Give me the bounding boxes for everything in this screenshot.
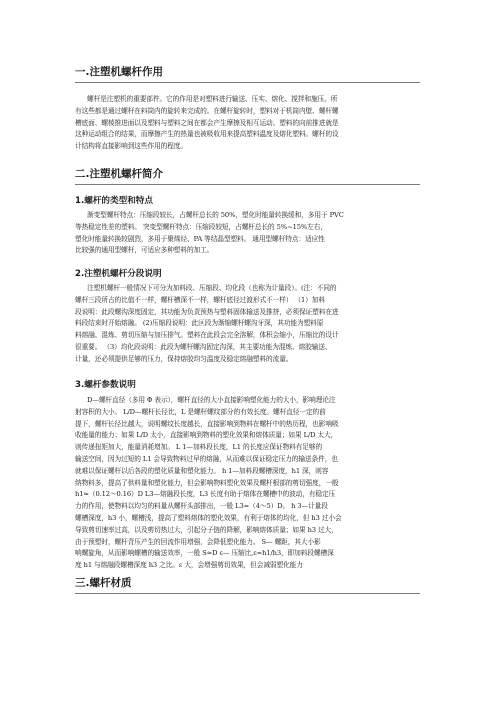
text-line: 力的作用，使物料以均匀的料量从螺杆头部排出，一般 L3=（4～5）D。 h 3—计量段 — [75, 502, 328, 511]
text-line: 很重要。 （3）均化段说明：此段为螺杆螺沟固定沟深，其主要功能为混炼、熔胶输送、 — [75, 342, 332, 351]
text-line: 这种运动组合的结果，而摩擦产生的热量也被吸收用来提高塑料温度及熔化塑料。螺杆的设 — [75, 130, 339, 139]
text-line: 由于预塑时，螺杆背压产生的回流作用增强，会降低塑化能力。 S— 螺距，其大小影 — [75, 537, 321, 546]
text-line: D—螺杆直径（多用 Φ 表示），螺杆直径的大小直接影响塑化能力的大小，影响理论注 — [87, 396, 336, 404]
text-line: 输送空间，因为过短的 L1 会导致物料过早的熔融，从而难以保证稳定压力的输送条件，也 — [75, 454, 338, 463]
text-line: 注塑机螺杆一般情况下可分为加料段、压缩段、均化段（也称为计量段）。(注：不同的 — [87, 284, 337, 292]
text-line: 则传递扭矩加大，能量消耗增加。 L 1—加料段长度，L1 的长度应保证物料有足够的 — [75, 443, 323, 452]
text-line: 纳物料多，提高了供料量和塑化能力，但会影响物料塑化效果及螺杆根部的剪切强度，一般 — [75, 478, 339, 487]
text-line: 螺杆三段所占的比值不一样，螺杆槽深不一样，螺杆底径过渡形式不一样） （1）加料 — [75, 295, 325, 304]
section-title-2: 二.注塑机螺杆简介 — [75, 168, 163, 180]
screw-types-paragraph — [75, 210, 420, 257]
section-divider-3 — [75, 593, 420, 594]
screw-sections-paragraph — [75, 283, 420, 366]
text-line: 螺槽深度，h3 小，螺槽浅，提高了塑料熔体的塑化效果，有利于熔体的均化，但 h3 过小会 — [75, 513, 342, 522]
text-line: 提下，螺杆长径比越大，说明螺纹长度越长，直接影响到物料在螺杆中的热历程，也影响吸 — [75, 419, 339, 428]
section-title-1: 一.注塑机螺杆作用 — [75, 66, 163, 78]
text-line: 段说明：此段螺沟深度固定，其功能为负责预热与塑料固体输送及推挤，必须保证塑料在进 — [75, 307, 339, 316]
text-line: 就难以保证螺杆以后各段的塑化质量和塑化能力。 h 1—加料段螺槽深度，h1 深，则容 — [75, 466, 329, 475]
section-title-3: 三.螺杆材质 — [75, 577, 132, 589]
text-line: 等热稳定性差的塑料。 突变型螺杆特点：压缩段较短，占螺杆总长的 5%~15%左右， — [75, 222, 327, 231]
screw-parameters-paragraph — [75, 395, 420, 572]
text-line: 导致剪切速率过高，以及剪切热过大，引起分子链的降解，影响熔体质量；如果 h3 过大， — [75, 525, 338, 534]
subsection-title-2: 2.注塑机螺杆分段说明 — [75, 269, 162, 279]
text-line: 螺杆是注塑机的重要部件。它的作用是对塑料进行输送、压实、熔化、搅拌和施压。所 — [87, 95, 338, 103]
section-divider-2 — [75, 184, 420, 185]
text-line: 比较强的通用型螺杆，可适应多种塑料的加工。 — [75, 246, 214, 255]
text-line: 射容积的大小。 L/D—螺杆长径比，L 是螺杆螺纹部分的有效长度。螺杆直径一定的前 — [75, 407, 326, 416]
text-line: 料段结束时开始熔融。 (2)压缩段说明：此区段为渐缩螺杆螺沟牙深，其功能为塑料原 — [75, 319, 324, 328]
text-line: 塑化时能量转换较剧烈，多用于聚烯烃、PA 等结晶型塑料。 通用型螺杆特点：适应性 — [75, 234, 325, 243]
text-line: 料熔融、混炼、剪切压缩与加压排气。塑料在此段会完全溶解，体积会缩小，压缩比的设计 — [75, 331, 339, 340]
intro-paragraph — [75, 94, 420, 153]
subsection-title-1: 1.螺杆的类型和特点 — [75, 196, 153, 206]
section-divider-1 — [75, 82, 420, 83]
text-line: 度 h1 与熔融段螺槽深度 h3 之比。ε 大，会增强剪切效果，但会减弱塑化能力 — [75, 561, 303, 570]
text-line: 计量，还必须提供足够的压力，保持熔胶均匀温度及稳定熔融塑料的流量。 — [75, 354, 293, 363]
subsection-title-3: 3.螺杆参数说明 — [75, 380, 136, 390]
text-line: 有这些都是通过螺杆在料筒内的旋转来完成的。在螺杆旋转时，塑料对于机筒内壁、螺杆螺 — [75, 106, 339, 115]
text-line: h1≈（0.12～0.16）D L3—熔融段长度，L3 长度有助于熔体在螺槽中的波动，有稳定压 — [75, 490, 336, 499]
text-line: 计结构将直接影响到这些作用的程度。 — [75, 142, 187, 151]
text-line: 响螺旋角，从而影响螺槽的输送效率，一般 S≈D ε— 压缩比,ε=h1/h3，即加料段螺槽深 — [75, 549, 334, 558]
text-line: 渐变型螺杆特点：压缩段较长，占螺杆总长的 50%，塑化时能量转换缓和，多用于 PVC — [87, 211, 344, 219]
text-line: 槽底面、螺棱推进面以及塑料与塑料之间在都会产生摩擦及相互运动。塑料的向前推进就是 — [75, 118, 339, 127]
text-line: 收能量的能力；如果 L/D 太小，直接影响到物料的塑化效果和熔体质量；如果 L/D 太大， — [75, 431, 338, 440]
